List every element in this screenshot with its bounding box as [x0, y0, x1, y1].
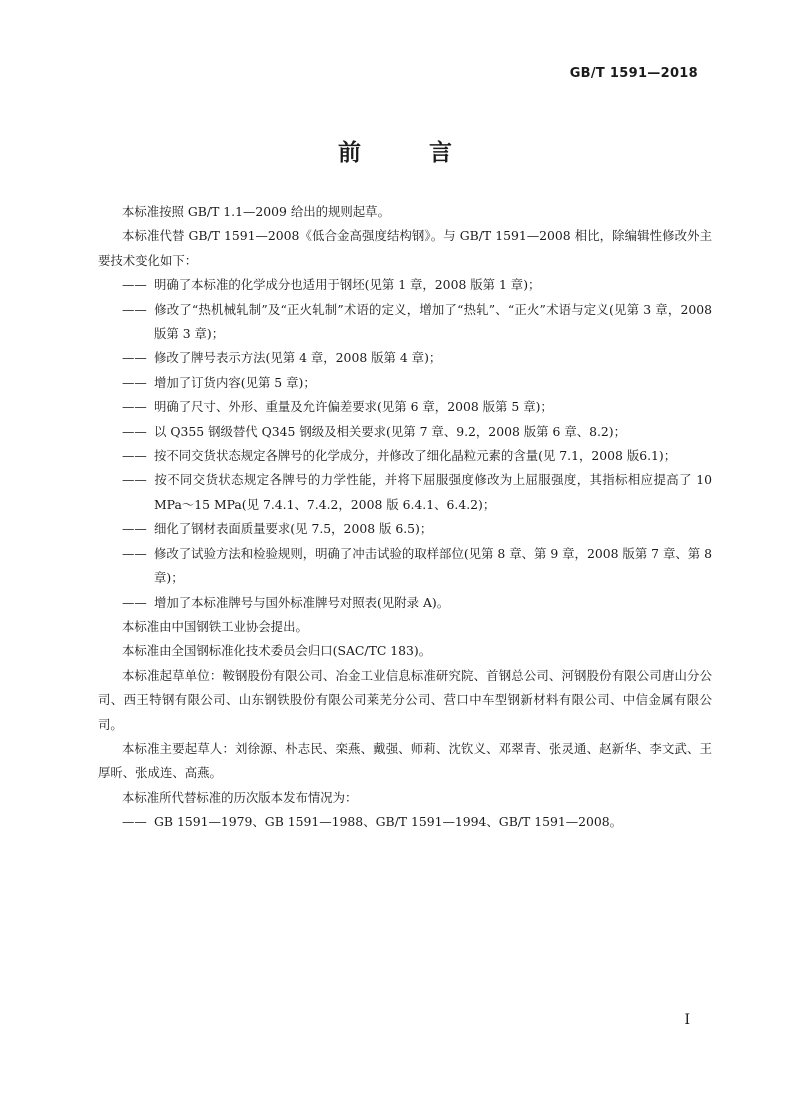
dash-marker: ——: [122, 301, 147, 317]
dash-marker: ——: [122, 374, 147, 390]
paragraph-committee: 本标准由全国钢标准化技术委员会归口(SAC/TC 183)。: [122, 643, 432, 659]
change-text: 按不同交货状态规定各牌号的力学性能，并将下屈服强度修改为上屈服强度，其指标相应提高了 10 MPa～15 MPa(见 7.4.1、7.4.2，2008 版 6.4.1、6.4.2)；: [154, 472, 712, 512]
change-item: [98, 591, 712, 615]
paragraph-drafting-rules: 本标准按照 GB/T 1.1—2009 给出的规则起草。: [122, 204, 390, 219]
dash-marker: ——: [122, 448, 147, 464]
change-text: 修改了“热机械轧制”及“正火轧制”术语的定义，增加了“热轧”、“正火”术语与定义(见第 3 章，2008 版第 3 章)；: [154, 301, 712, 342]
change-item: [98, 420, 712, 444]
change-item: [98, 273, 712, 297]
dash-marker: ——: [122, 814, 147, 830]
history-text: GB 1591—1979、GB 1591—1988、GB/T 1591—1994、GB/T 1591—2008。: [154, 814, 623, 830]
change-text: 修改了牌号表示方法(见第 4 章，2008 版第 4 章)；: [154, 350, 442, 366]
page-number: I: [684, 1012, 690, 1028]
change-item: [98, 517, 712, 541]
paragraph-proposer: 本标准由中国钢铁工业协会提出。: [122, 618, 308, 634]
change-text: 明确了尺寸、外形、重量及允许偏差要求(见第 6 章，2008 版第 5 章)；: [154, 399, 553, 415]
change-item: [98, 395, 712, 419]
change-text: 增加了订货内容(见第 5 章)；: [154, 374, 316, 390]
change-item: [98, 298, 712, 347]
change-item: [98, 468, 712, 517]
change-item: [98, 542, 712, 591]
paragraph-drafting-units: 本标准起草单位：鞍钢股份有限公司、冶金工业信息标准研究院、首钢总公司、河钢股份有限公司唐山分公司、西王特钢有限公司、山东钢铁股份有限公司莱芜分公司、营口中车型钢新材料有限公司、中信金属有限公司。: [98, 667, 712, 732]
change-text: 修改了试验方法和检验规则，明确了冲击试验的取样部位(见第 8 章、第 9 章，2008 版第 7 章、第 8 章)；: [154, 545, 712, 586]
paragraph-replaces: 本标准代替 GB/T 1591—2008《低合金高强度结构钢》。与 GB/T 1591—2008 相比，除编辑性修改外主要技术变化如下：: [98, 228, 712, 268]
dash-marker: ——: [122, 399, 147, 415]
foreword-body: [98, 200, 712, 835]
change-item: [98, 371, 712, 395]
change-item: [98, 346, 712, 370]
change-text: 增加了本标准牌号与国外标准牌号对照表(见附录 A)。: [154, 594, 450, 610]
paragraph-drafters: 本标准主要起草人：刘徐源、朴志民、栾燕、戴强、师莉、沈钦义、邓翠青、张灵通、赵新华、李文武、王厚昕、张成连、高燕。: [98, 740, 712, 781]
standard-code: GB/T 1591—2018: [569, 66, 698, 81]
page-title: 前 言: [337, 140, 482, 166]
dash-marker: ——: [122, 350, 147, 366]
dash-marker: ——: [122, 594, 147, 610]
change-text: 明确了本标准的化学成分也适用于钢坯(见第 1 章，2008 版第 1 章)；: [154, 277, 541, 293]
change-text: 以 Q355 钢级替代 Q345 钢级及相关要求(见第 7 章、9.2，2008 版第 6 章、8.2)；: [154, 423, 627, 439]
change-text: 细化了钢材表面质量要求(见 7.5，2008 版 6.5)；: [154, 521, 433, 537]
dash-marker: ——: [122, 521, 147, 537]
dash-marker: ——: [122, 277, 147, 293]
history-item: [98, 810, 712, 834]
dash-marker: ——: [122, 423, 147, 439]
dash-marker: ——: [122, 472, 147, 488]
paragraph-history-intro: 本标准所代替标准的历次版本发布情况为：: [122, 789, 358, 805]
change-text: 按不同交货状态规定各牌号的化学成分，并修改了细化晶粒元素的含量(见 7.1，2008 版6.1)；: [154, 448, 677, 464]
change-item: [98, 444, 712, 468]
dash-marker: ——: [122, 545, 147, 561]
